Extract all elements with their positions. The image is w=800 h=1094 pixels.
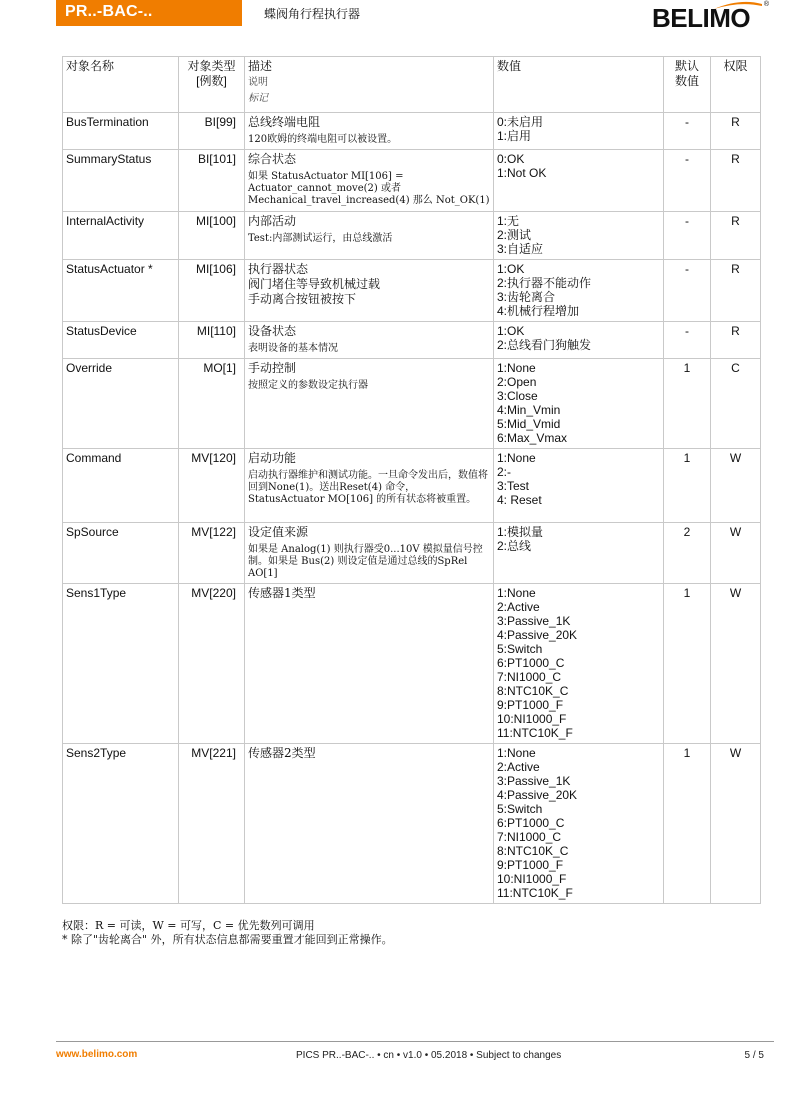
value-cell (494, 449, 664, 523)
value-option: 3:自适应 (497, 242, 544, 256)
value-option: 1:None (497, 361, 536, 375)
description-title: 综合状态 (248, 152, 297, 166)
default-value-cell: 1 (664, 744, 711, 904)
access-cell: R (711, 212, 761, 260)
description-detail: 表明设备的基本情况 (248, 343, 338, 354)
value-option: 6:PT1000_C (497, 816, 565, 830)
value-cell (494, 113, 664, 150)
value-option: 7:NI1000_C (497, 830, 562, 844)
object-type-cell: MI[100] (179, 212, 245, 260)
value-option: 1:OK (497, 324, 525, 338)
value-option: 2:Active (497, 760, 540, 774)
value-option: 3:Passive_1K (497, 614, 571, 628)
product-tag: PR..-BAC-.. (65, 3, 153, 20)
description-title: 总线终端电阻 (248, 115, 321, 129)
table-row (63, 212, 761, 260)
default-value-cell: 2 (664, 523, 711, 584)
footer-divider (56, 1041, 774, 1042)
value-option: 3:齿轮离合 (497, 290, 556, 304)
description-detail: 启动执行器维护和测试功能。一旦命令发出后，数值将回到None(1)。送出Reset(4) 命令，StatusActuator MO[106] 的所有状态将被重置。 (248, 470, 488, 505)
value-option: 4: Reset (497, 493, 542, 507)
description-title: 执行器状态 (248, 262, 309, 276)
default-value-cell: - (664, 260, 711, 322)
table-row (63, 523, 761, 584)
description-title: 传感器2类型 (248, 746, 316, 760)
value-option: 2:总线 (497, 539, 532, 553)
access-cell: W (711, 584, 761, 744)
object-table (62, 56, 761, 904)
description-title: 设定值来源 (248, 525, 309, 539)
access-cell: C (711, 359, 761, 449)
value-option: 10:NI1000_F (497, 712, 567, 726)
object-type-cell: MV[220] (179, 584, 245, 744)
table-row (63, 113, 761, 150)
object-name-cell: BusTermination (63, 113, 179, 150)
default-value-cell: 1 (664, 449, 711, 523)
object-name-cell: Command (63, 449, 179, 523)
description-title: 设备状态 (248, 324, 297, 338)
description-title: 传感器1类型 (248, 586, 316, 600)
table-header-row (63, 57, 761, 113)
value-option: 11:NTC10K_F (497, 726, 573, 740)
footer-website-link[interactable]: www.belimo.com (56, 1049, 138, 1060)
header-access: 权限 (711, 57, 761, 113)
object-name-cell: SummaryStatus (63, 150, 179, 212)
header-object-type: 对象类型 [例数] (179, 57, 245, 113)
value-cell (494, 584, 664, 744)
access-cell: R (711, 322, 761, 359)
value-option: 2:测试 (497, 228, 532, 242)
value-cell (494, 744, 664, 904)
object-type-cell: MV[120] (179, 449, 245, 523)
value-option: 1:模拟量 (497, 525, 544, 539)
table-row (63, 260, 761, 322)
value-option: 2:Open (497, 375, 537, 389)
description-cell (245, 212, 494, 260)
object-name-cell: SpSource (63, 523, 179, 584)
document-title: 蝶阀角行程执行器 (264, 7, 361, 21)
value-option: 9:PT1000_F (497, 858, 564, 872)
access-cell: R (711, 260, 761, 322)
object-name-cell: Override (63, 359, 179, 449)
description-cell (245, 584, 494, 744)
object-type-cell: MI[110] (179, 322, 245, 359)
description-line: 阀门堵住等导致机械过载 (248, 277, 381, 291)
product-tag-banner (56, 0, 242, 26)
description-title: 启动功能 (248, 451, 297, 465)
object-type-cell: BI[101] (179, 150, 245, 212)
value-option: 10:NI1000_F (497, 872, 567, 886)
default-value-cell: - (664, 322, 711, 359)
access-legend: 权限：R = 可读，W = 可写，C = 优先数列可调用 (62, 919, 315, 932)
object-name-cell: Sens2Type (63, 744, 179, 904)
table-row (63, 359, 761, 449)
description-detail: 如果 StatusActuator MI[106] = Actuator_cannot_move(2) 或者 Mechanical_travel_increased(4) 那么 Not_OK(1) (248, 171, 490, 206)
value-option: 4:Min_Vmin (497, 403, 561, 417)
access-cell: W (711, 744, 761, 904)
object-name-cell: StatusDevice (63, 322, 179, 359)
description-title: 内部活动 (248, 214, 297, 228)
header-desc-mark: 标记 (248, 93, 268, 104)
value-option: 2:- (497, 465, 512, 479)
value-option: 3:Close (497, 389, 538, 403)
value-option: 1:None (497, 586, 536, 600)
object-type-cell: MV[221] (179, 744, 245, 904)
description-cell (245, 150, 494, 212)
table-row (63, 150, 761, 212)
value-option: 1:Not OK (497, 166, 547, 180)
object-type-cell: MV[122] (179, 523, 245, 584)
table-row (63, 449, 761, 523)
logo-wordmark: BELIMO (652, 3, 751, 33)
value-option: 5:Switch (497, 802, 543, 816)
default-value-cell: 1 (664, 584, 711, 744)
footer-doc-info: PICS PR..-BAC-.. • cn • v1.0 • 05.2018 • Subject to changes (296, 1050, 562, 1061)
footnotes (62, 919, 393, 947)
description-line: 手动离合按钮被按下 (248, 292, 357, 306)
header-description: 描述 说明 标记 (245, 57, 494, 113)
description-cell (245, 449, 494, 523)
value-option: 9:PT1000_F (497, 698, 564, 712)
access-cell: W (711, 523, 761, 584)
default-value-cell: - (664, 113, 711, 150)
description-cell (245, 260, 494, 322)
value-option: 3:Passive_1K (497, 774, 571, 788)
value-option: 6:Max_Vmax (497, 431, 568, 445)
access-cell: R (711, 150, 761, 212)
belimo-logo (652, 0, 769, 36)
value-option: 4:Passive_20K (497, 788, 578, 802)
value-option: 5:Switch (497, 642, 543, 656)
value-cell (494, 212, 664, 260)
object-name-cell: Sens1Type (63, 584, 179, 744)
description-cell (245, 359, 494, 449)
description-title: 手动控制 (248, 361, 297, 375)
object-type-cell: MI[106] (179, 260, 245, 322)
default-value-cell: 1 (664, 359, 711, 449)
value-option: 2:Active (497, 600, 540, 614)
header-default: 默认 数值 (664, 57, 711, 113)
value-option: 7:NI1000_C (497, 670, 562, 684)
value-option: 4:机械行程增加 (497, 304, 580, 318)
description-cell (245, 523, 494, 584)
footer-page-number: 5 / 5 (744, 1050, 764, 1061)
value-option: 3:Test (497, 479, 530, 493)
value-option: 5:Mid_Vmid (497, 417, 561, 431)
object-type-cell: MO[1] (179, 359, 245, 449)
value-option: 1:OK (497, 262, 525, 276)
header-value: 数值 (494, 57, 664, 113)
value-option: 1:无 (497, 214, 520, 228)
value-cell (494, 260, 664, 322)
value-cell (494, 359, 664, 449)
value-option: 4:Passive_20K (497, 628, 578, 642)
description-cell (245, 113, 494, 150)
table-row (63, 744, 761, 904)
value-cell (494, 523, 664, 584)
value-cell (494, 150, 664, 212)
access-cell: W (711, 449, 761, 523)
table-row (63, 322, 761, 359)
value-option: 1:启用 (497, 129, 532, 143)
value-option: 2:总线看门狗触发 (497, 338, 592, 352)
object-type-cell: BI[99] (179, 113, 245, 150)
description-detail: 如果是 Analog(1) 则执行器受0...10V 模拟量信号控制。如果是 Bus(2) 则设定值是通过总线的SpRel AO[1] (248, 544, 483, 579)
value-cell (494, 322, 664, 359)
asterisk-note: * 除了"齿轮离合" 外，所有状态信息都需要重置才能回到正常操作。 (62, 933, 393, 946)
description-cell (245, 744, 494, 904)
value-option: 8:NTC10K_C (497, 684, 569, 698)
header-desc-sub: 说明 (248, 77, 268, 88)
description-detail: 按照定义的参数设定执行器 (248, 380, 368, 391)
value-option: 2:执行器不能动作 (497, 276, 592, 290)
description-detail: 120欧姆的终端电阻可以被设置。 (248, 134, 398, 145)
value-option: 1:None (497, 746, 536, 760)
object-name-cell: InternalActivity (63, 212, 179, 260)
default-value-cell: - (664, 150, 711, 212)
description-cell (245, 322, 494, 359)
value-option: 8:NTC10K_C (497, 844, 569, 858)
value-option: 0:未启用 (497, 115, 544, 129)
value-option: 6:PT1000_C (497, 656, 565, 670)
header-object-name: 对象名称 (63, 57, 179, 113)
logo-registered-mark: ® (763, 1, 769, 8)
value-option: 1:None (497, 451, 536, 465)
object-name-cell: StatusActuator * (63, 260, 179, 322)
table-row (63, 584, 761, 744)
description-detail: Test:内部测试运行，由总线激活 (248, 233, 393, 244)
value-option: 11:NTC10K_F (497, 886, 573, 900)
value-option: 0:OK (497, 152, 525, 166)
access-cell: R (711, 113, 761, 150)
default-value-cell: - (664, 212, 711, 260)
